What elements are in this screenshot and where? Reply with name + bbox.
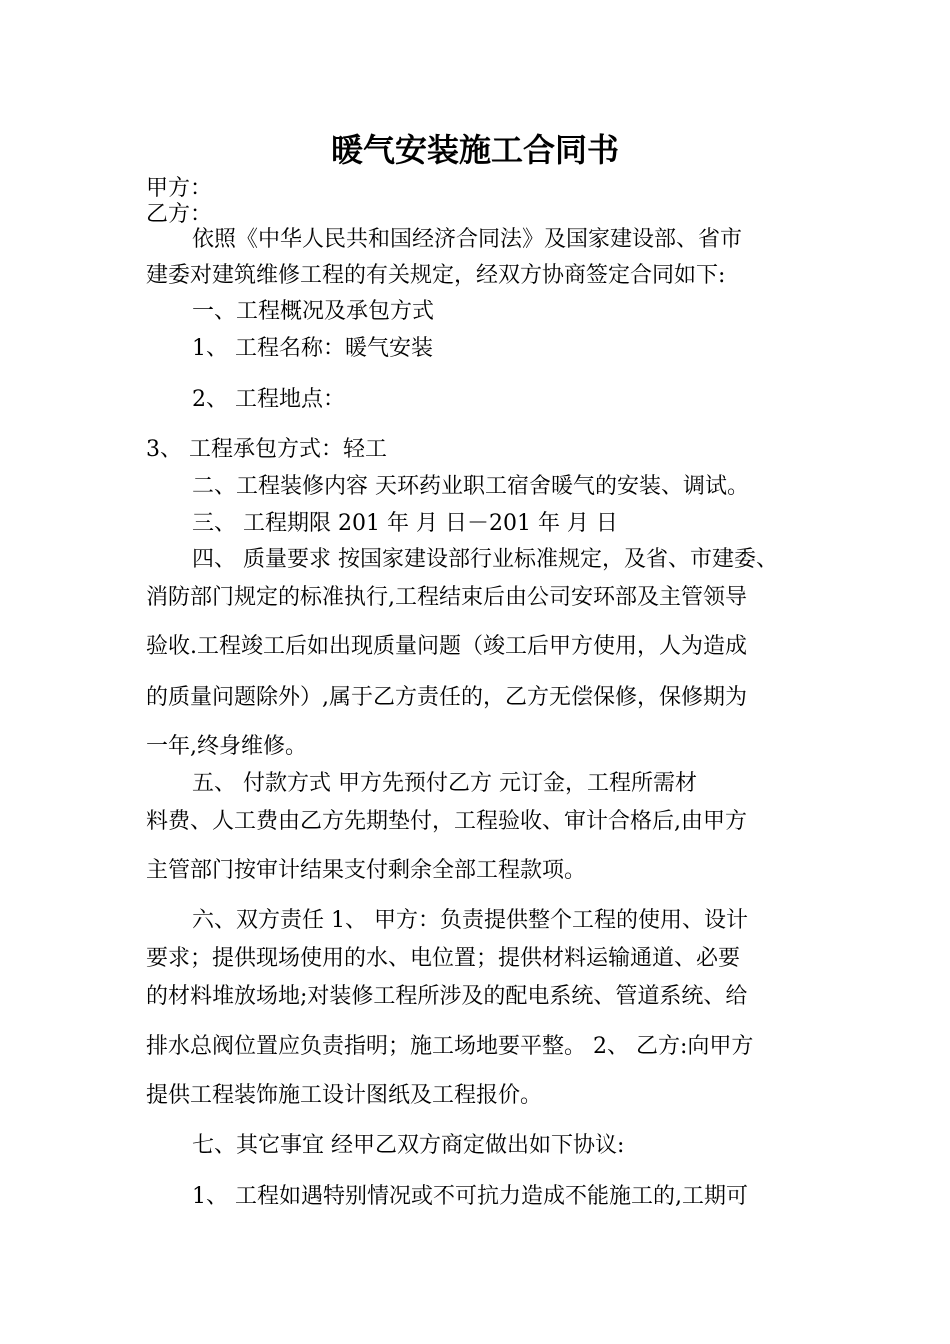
section-4-line-4: 的质量问题除外）,属于乙方责任的，乙方无偿保修，保修期为 (146, 685, 747, 710)
section-4-line-5: 一年,终身维修。 (146, 734, 307, 759)
section-5-line-2: 料费、人工费由乙方先期垫付，工程验收、审计合格后,由甲方 (146, 809, 747, 834)
section-6-line-1: 六、双方责任 1、 甲方：负责提供整个工程的使用、设计 (192, 908, 748, 933)
section-2-line: 二、工程装修内容 天环药业职工宿舍暖气的安装、调试。 (192, 474, 749, 499)
preamble-line-1: 依照《中华人民共和国经济合同法》及国家建设部、省市 (192, 227, 743, 252)
item-project-location: 2、 工程地点： (192, 387, 345, 412)
party-a-line: 甲方： (146, 176, 213, 201)
section-5-line-3: 主管部门按审计结果支付剩余全部工程款项。 (146, 858, 587, 883)
item-project-name: 1、 工程名称：暖气安装 (192, 336, 433, 361)
section-3-line: 三、 工程期限 201 年 月 日－201 年 月 日 (192, 511, 618, 536)
section-4-line-3: 验收.工程竣工后如出现质量问题（竣工后甲方使用，人为造成 (146, 634, 747, 659)
party-b-line: 乙方： (146, 202, 213, 227)
section-6-line-2: 要求；提供现场使用的水、电位置；提供材料运输通道、必要 (146, 946, 741, 971)
section-6-line-3: 的材料堆放场地;对装修工程所涉及的配电系统、管道系统、给 (146, 984, 748, 1009)
page-title: 暖气安装施工合同书 (330, 131, 619, 169)
item-contract-mode: 3、 工程承包方式：轻工 (146, 437, 387, 462)
section-5-line-1: 五、 付款方式 甲方先预付乙方 元订金，工程所需材 (192, 771, 697, 796)
preamble-line-2: 建委对建筑维修工程的有关规定，经双方协商签定合同如下: (146, 263, 726, 288)
section-4-line-1: 四、 质量要求 按国家建设部行业标准规定，及省、市建委、 (192, 547, 778, 572)
section-6-line-4: 排水总阀位置应负责指明；施工场地要平整。 2、 乙方:向甲方 (146, 1034, 754, 1059)
section-7-item-1: 1、 工程如遇特别情况或不可抗力造成不能施工的,工期可 (192, 1184, 748, 1209)
section-6-line-5: 提供工程装饰施工设计图纸及工程报价。 (146, 1083, 543, 1108)
section-1-heading: 一、工程概况及承包方式 (192, 299, 435, 324)
section-7-heading: 七、其它事宜 经甲乙双方商定做出如下协议: (192, 1133, 625, 1158)
section-4-line-2: 消防部门规定的标准执行,工程结束后由公司安环部及主管领导 (146, 585, 747, 610)
